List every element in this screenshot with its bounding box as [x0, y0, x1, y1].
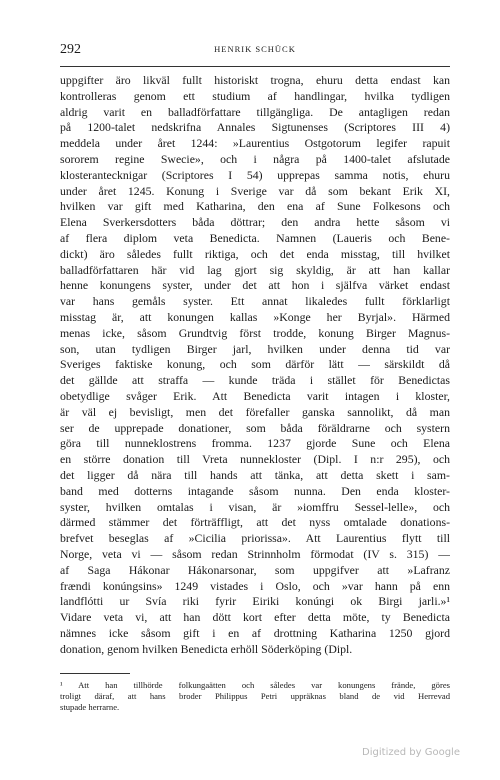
text-line: kontrolleras genom ett studium af handlingar, hvilka tydligen: [60, 88, 450, 103]
text-line: meddela under året 1244: »Laurentius Ostgotorum legifer rapuit: [60, 136, 450, 151]
text-line: göra till nunneklostrens fromma. 1237 gjorde Sune och Elena: [60, 436, 450, 451]
page-number: 292: [60, 42, 81, 57]
text-line: syster, hvilken omtalas i visan, är »iomffru Sessel-lelle», och: [60, 499, 450, 514]
text-line: aldrig varit en balladförfattare tillgängliga. De antagligen redan: [60, 104, 450, 119]
text-line: klosterantecknigar (Scriptores I 54) upprepas samma notis, ehuru: [60, 167, 450, 182]
running-head: HENRIK SCHÜCK: [214, 44, 296, 54]
page-header: [60, 42, 450, 62]
text-line: son, utan tydligen Birger jarl, hvilken under denna tid var: [60, 341, 450, 356]
text-line: var hans gemåls syster. Ett annat likaledes fullt förklarligt: [60, 294, 450, 309]
text-line: under året 1245. Konung i Sverige var då som bekant Erik XI,: [60, 183, 450, 198]
text-line: henne konungens syster, under det att hon i själfva värket endast: [60, 278, 450, 293]
text-line: Vidare veta vi, att han dött kort efter detta möte, ty Benedicta: [60, 610, 450, 625]
text-line: på 1200-talet nedskrifna Annales Sigtunenses (Scriptores III 4): [60, 120, 450, 135]
text-line: därmed stämmer det förträffligt, att det nyss omtalade donations-: [60, 515, 450, 530]
body-text: [60, 73, 450, 657]
text-line: ser de upprepade donationer, som båda föräldrarne och systern: [60, 420, 450, 435]
text-line: det gällde att straffa — kunde träda i stället för Benedictas: [60, 373, 450, 388]
text-line: Elena Sverkersdotters båda döttrar; den andra hette såsom vi: [60, 215, 450, 230]
text-line: Sveriges faktiske konung, och som därför lätt — särskildt då: [60, 357, 450, 372]
footnote-line: stupade herrarne.: [60, 702, 120, 713]
text-line: sororem regine Swecie», och i några på 1400-talet afslutade: [60, 151, 450, 166]
text-line: Norge, veta vi — såsom redan Strinnholm förmodat (IV s. 315) —: [60, 546, 450, 561]
text-line: band med dotterns intagande såsom nunna. Den enda kloster-: [60, 483, 450, 498]
text-line: obetydlige svåger Erik. Att Benedicta varit intagen i kloster,: [60, 388, 450, 403]
text-line: brefvet beseglas af »Cicilia priorissa». Att Laurentius flytt till: [60, 531, 450, 546]
text-line: misstag är, att konungen kallas »Konge her Byrjal». Härmed: [60, 309, 450, 324]
text-line: menas icke, såsom Grundtvig först trodde, konung Birger Magnus-: [60, 325, 450, 340]
text-line: det ligger då nära till hands att tänka, att detta skett i sam-: [60, 467, 450, 482]
text-line: frændi konúngsins» 1249 vistades i Oslo, och »var hann på enn: [60, 578, 450, 593]
text-line: af Saga Hákonar Hákonarsonar, som uppgifver att »Lafranz: [60, 562, 450, 577]
footnote-line: ¹ Att han tillhörde folkungaätten och således var konungens frände, göres: [60, 680, 450, 691]
text-line: donation, genom hvilken Benedicta erhöll Söderköping (Dipl.: [60, 641, 353, 656]
footnote-divider: [60, 673, 130, 674]
text-line: uppgifter äro likväl fullt historiskt trogna, ehuru detta endast kan: [60, 73, 450, 87]
text-line: balladförfattaren här vid lag gjort sig skyldig, är att han kallar: [60, 262, 450, 277]
text-line: dickt) äro således fullt riktiga, och det enda misstag, till hvilket: [60, 246, 450, 261]
text-line: hvilken var gift med Katharina, den ena af Sune Folkesons och: [60, 199, 450, 214]
digitized-watermark: Digitized by Google: [362, 747, 460, 758]
footnote: [60, 680, 450, 713]
header-rule: [60, 66, 450, 67]
book-page: [60, 42, 450, 713]
text-line: nämnes icke såsom gift i en af drottning Katharina 1250 gjord: [60, 625, 450, 640]
text-line: är väl ej bevisligt, men det förefaller ganska sannolikt, då man: [60, 404, 450, 419]
text-line: af flera diplom veta Benedicta. Namnen (Laueris och Bene-: [60, 230, 450, 245]
text-line: en större donation till Vreta nunnekloster (Dipl. I n:r 295), och: [60, 452, 450, 467]
text-line: landflótti ur Svía riki fyrir Eiriki konúngi ok Birgi jarli.»¹: [60, 594, 450, 609]
footnote-line: troligt däraf, att hans broder Philippus Petri uppräknas bland de vid Herrevad: [60, 691, 450, 702]
